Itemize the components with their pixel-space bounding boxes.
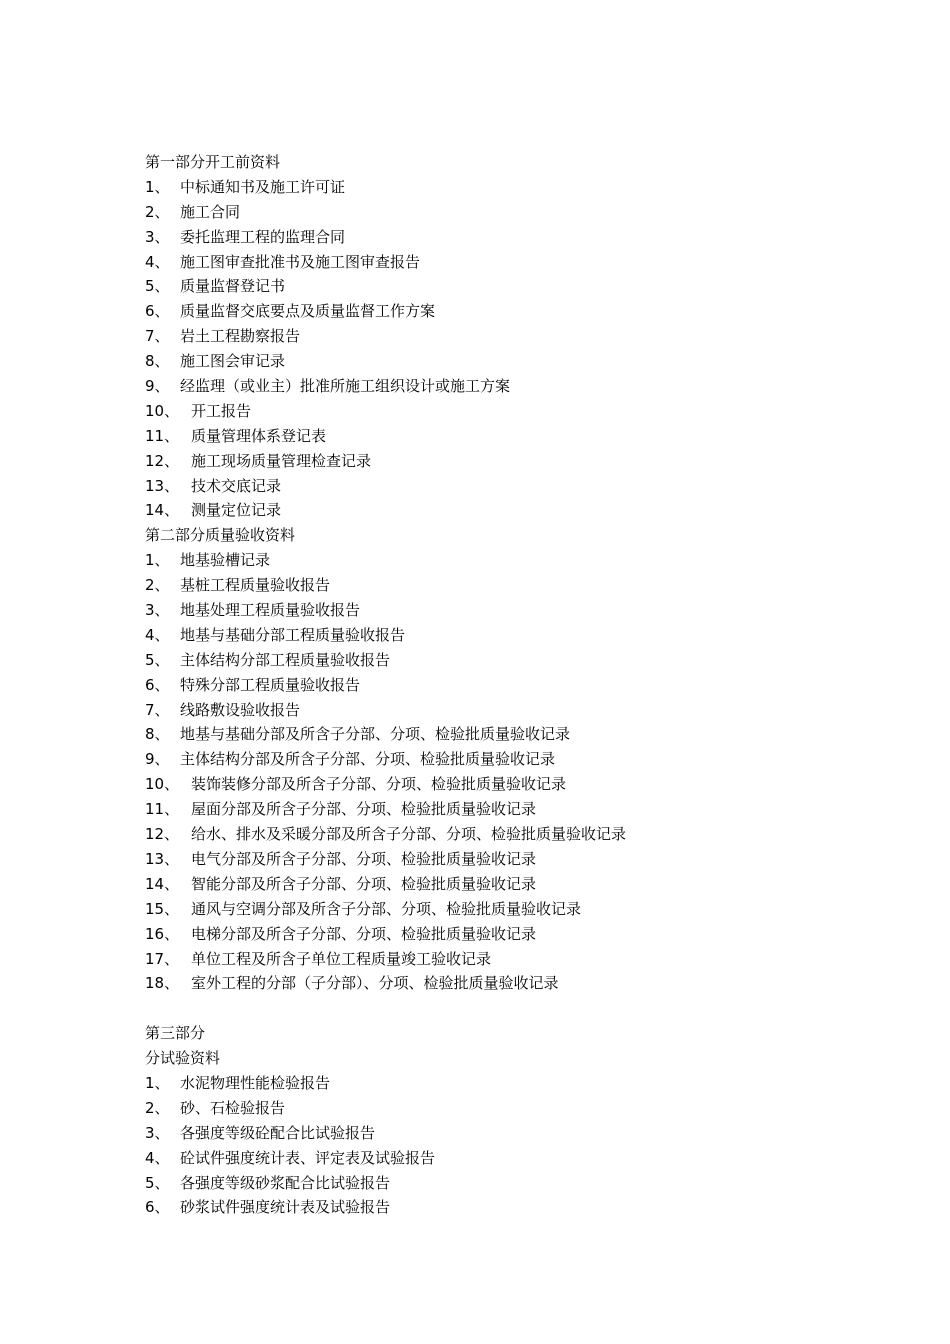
- item-text: 岩土工程勘察报告: [180, 327, 301, 346]
- list-item: [145, 449, 905, 474]
- list-item: [145, 872, 905, 897]
- item-text: 施工图审查批准书及施工图审查报告: [180, 252, 421, 271]
- item-number: 2、: [145, 202, 170, 221]
- item-number: 18、: [145, 974, 180, 993]
- list-item: [145, 922, 905, 947]
- item-number: 3、: [145, 601, 170, 620]
- item-text: 质量监督交底要点及质量监督工作方案: [180, 302, 436, 321]
- item-number: 4、: [145, 252, 170, 271]
- list-item: [145, 1171, 905, 1196]
- list-item: [145, 772, 905, 797]
- item-text: 中标通知书及施工许可证: [180, 177, 346, 196]
- item-number: 14、: [145, 874, 180, 893]
- list-item: [145, 324, 905, 349]
- list-item: [145, 399, 905, 424]
- item-text: 给水、排水及采暖分部及所含子分部、分项、检验批质量验收记录: [191, 825, 627, 844]
- item-number: 4、: [145, 1148, 170, 1167]
- list-item: [145, 225, 905, 250]
- item-text: 通风与空调分部及所含子分部、分项、检验批质量验收记录: [191, 899, 582, 918]
- item-number: 5、: [145, 650, 170, 669]
- item-text: 经监理（或业主）批准所施工组织设计或施工方案: [180, 377, 511, 396]
- list-item: [145, 598, 905, 623]
- item-number: 7、: [145, 700, 170, 719]
- item-number: 3、: [145, 1123, 170, 1142]
- list-item: [145, 498, 905, 523]
- item-number: 11、: [145, 426, 180, 445]
- item-text: 测量定位记录: [191, 501, 282, 520]
- item-number: 11、: [145, 800, 180, 819]
- list-item: [145, 573, 905, 598]
- list-item: [145, 1071, 905, 1096]
- item-number: 13、: [145, 849, 180, 868]
- item-number: 2、: [145, 576, 170, 595]
- item-number: 8、: [145, 352, 170, 371]
- list-item: [145, 1121, 905, 1146]
- item-text: 施工合同: [180, 202, 241, 221]
- part2-list: [145, 548, 905, 996]
- item-text: 特殊分部工程质量验收报告: [180, 675, 361, 694]
- item-number: 1、: [145, 551, 170, 570]
- list-item: [145, 673, 905, 698]
- item-text: 装饰装修分部及所含子分部、分项、检验批质量验收记录: [191, 775, 567, 794]
- list-item: [145, 971, 905, 996]
- item-text: 砂浆试件强度统计表及试验报告: [180, 1198, 391, 1217]
- item-text: 地基处理工程质量验收报告: [180, 601, 361, 620]
- item-number: 12、: [145, 825, 180, 844]
- list-item: [145, 474, 905, 499]
- item-text: 施工图会审记录: [180, 352, 286, 371]
- item-number: 17、: [145, 949, 180, 968]
- item-number: 16、: [145, 924, 180, 943]
- item-number: 13、: [145, 476, 180, 495]
- item-number: 9、: [145, 377, 170, 396]
- item-number: 6、: [145, 1198, 170, 1217]
- item-text: 地基验槽记录: [180, 551, 271, 570]
- item-number: 5、: [145, 1173, 170, 1192]
- item-text: 水泥物理性能检验报告: [180, 1073, 331, 1092]
- list-item: [145, 822, 905, 847]
- item-number: 10、: [145, 775, 180, 794]
- item-text: 屋面分部及所含子分部、分项、检验批质量验收记录: [191, 800, 537, 819]
- list-item: [145, 722, 905, 747]
- part2-heading: 第二部分质量验收资料: [145, 526, 296, 545]
- list-item: [145, 1146, 905, 1171]
- item-text: 技术交底记录: [191, 476, 282, 495]
- list-item: [145, 797, 905, 822]
- item-text: 施工现场质量管理检查记录: [191, 451, 372, 470]
- item-text: 电气分部及所含子分部、分项、检验批质量验收记录: [191, 849, 537, 868]
- item-text: 电梯分部及所含子分部、分项、检验批质量验收记录: [191, 924, 537, 943]
- list-item: [145, 847, 905, 872]
- item-text: 地基与基础分部及所含子分部、分项、检验批质量验收记录: [180, 725, 571, 744]
- list-item: [145, 747, 905, 772]
- list-item: [145, 424, 905, 449]
- list-item: [145, 897, 905, 922]
- list-item: [145, 250, 905, 275]
- item-text: 智能分部及所含子分部、分项、检验批质量验收记录: [191, 874, 537, 893]
- item-number: 10、: [145, 401, 180, 420]
- list-item: [145, 349, 905, 374]
- item-text: 主体结构分部及所含子分部、分项、检验批质量验收记录: [180, 750, 556, 769]
- section-spacer: [145, 996, 905, 1021]
- part3-heading: 第三部分: [145, 1024, 206, 1043]
- item-number: 7、: [145, 327, 170, 346]
- item-text: 开工报告: [191, 401, 252, 420]
- list-item: [145, 374, 905, 399]
- part1-list: [145, 175, 905, 523]
- item-number: 1、: [145, 177, 170, 196]
- item-text: 主体结构分部工程质量验收报告: [180, 650, 391, 669]
- part3-list: [145, 1071, 905, 1220]
- list-item: [145, 648, 905, 673]
- item-text: 委托监理工程的监理合同: [180, 227, 346, 246]
- item-number: 14、: [145, 501, 180, 520]
- list-item: [145, 200, 905, 225]
- item-number: 5、: [145, 277, 170, 296]
- item-text: 砼试件强度统计表、评定表及试验报告: [180, 1148, 436, 1167]
- item-number: 3、: [145, 227, 170, 246]
- part3-subheading: 分试验资料: [145, 1049, 221, 1068]
- item-text: 各强度等级砼配合比试验报告: [180, 1123, 376, 1142]
- list-item: [145, 1096, 905, 1121]
- item-number: 2、: [145, 1098, 170, 1117]
- item-text: 线路敷设验收报告: [180, 700, 301, 719]
- list-item: [145, 175, 905, 200]
- item-text: 质量管理体系登记表: [191, 426, 327, 445]
- item-text: 室外工程的分部（子分部）、分项、检验批质量验收记录: [191, 974, 559, 993]
- item-number: 9、: [145, 750, 170, 769]
- item-number: 1、: [145, 1073, 170, 1092]
- list-item: [145, 947, 905, 972]
- list-item: [145, 299, 905, 324]
- item-text: 砂、石检验报告: [180, 1098, 286, 1117]
- item-number: 12、: [145, 451, 180, 470]
- item-text: 基桩工程质量验收报告: [180, 576, 331, 595]
- item-number: 4、: [145, 625, 170, 644]
- item-text: 单位工程及所含子单位工程质量竣工验收记录: [191, 949, 492, 968]
- part1-heading: 第一部分开工前资料: [145, 153, 281, 171]
- list-item: [145, 274, 905, 299]
- list-item: [145, 698, 905, 723]
- list-item: [145, 1195, 905, 1220]
- list-item: [145, 623, 905, 648]
- item-text: 质量监督登记书: [180, 277, 286, 296]
- list-item: [145, 548, 905, 573]
- item-number: 6、: [145, 302, 170, 321]
- item-number: 8、: [145, 725, 170, 744]
- item-number: 15、: [145, 899, 180, 918]
- item-number: 6、: [145, 675, 170, 694]
- item-text: 地基与基础分部工程质量验收报告: [180, 625, 406, 644]
- item-text: 各强度等级砂浆配合比试验报告: [180, 1173, 391, 1192]
- document-page: [145, 150, 905, 1220]
